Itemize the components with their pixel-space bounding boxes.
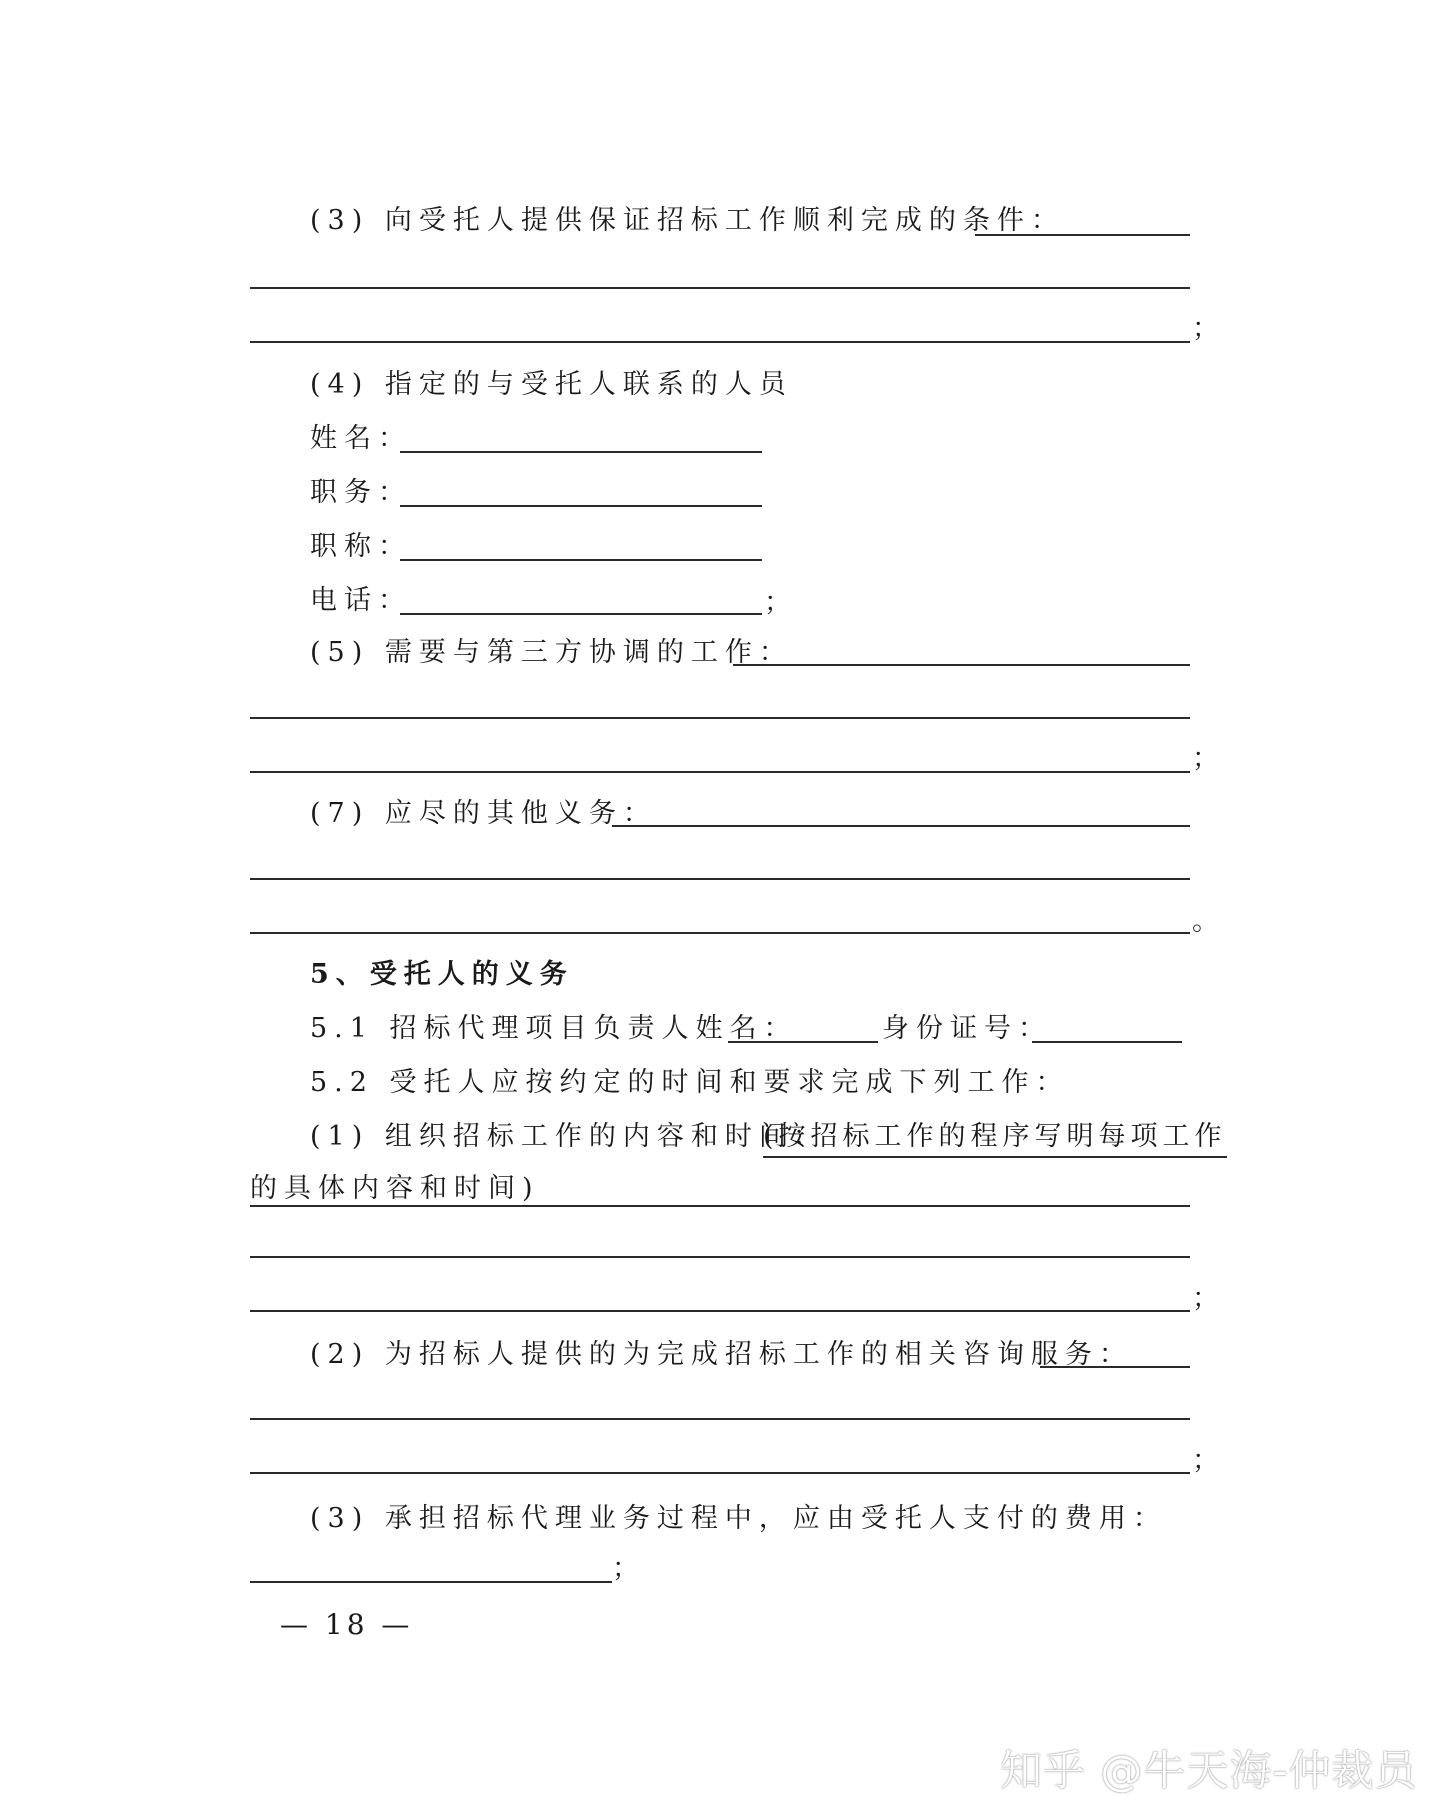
s52-item2-label: (2) 为招标人提供的为完成招标工作的相关咨询服务： [310,1339,1133,1370]
semicolon: ； [1192,1445,1219,1476]
item5-blank-1[interactable] [733,664,1190,666]
contact-phone-field[interactable] [400,613,762,615]
semicolon: ； [1192,1283,1219,1314]
item4-contact-label: (4) 指定的与受托人联系的人员 [310,369,793,400]
item5-blank-3[interactable] [250,771,1190,773]
item7-other-label: (7) 应尽的其他义务： [310,798,657,829]
s51-id-label: 身份证号： [882,1013,1052,1044]
s52-item1-blank-1[interactable] [250,1205,1190,1207]
s52-item1-hint-a: (按招标工作的程序写明每项工作 [763,1120,1227,1158]
s52-item1-blank-3[interactable] [250,1310,1190,1312]
contact-name-field[interactable] [400,451,762,453]
item3-blank-3[interactable] [250,341,1190,343]
item5-coordination-label: (5) 需要与第三方协调的工作： [310,637,793,668]
s52-item1-label: (1) 组织招标工作的内容和时间： [310,1121,827,1152]
s51-id-number-field[interactable] [1032,1041,1182,1043]
semicolon: ； [764,587,791,618]
s52-item1-blank-2[interactable] [250,1256,1190,1258]
contact-phone-label: 电话： [310,585,412,616]
s52-item3-label: (3) 承担招标代理业务过程中，应由受托人支付的费用： [310,1503,1167,1534]
s52-item2-blank-2[interactable] [250,1418,1190,1420]
contact-position-label: 职务： [310,477,412,508]
contact-position-field[interactable] [400,505,762,507]
contact-title-label: 职称： [310,531,412,562]
s52-item2-blank-1[interactable] [1040,1366,1190,1368]
period: 。 [1192,906,1219,937]
s51-manager-name-field[interactable] [728,1041,878,1043]
s52-item1-hint-b: 的具体内容和时间) [250,1173,540,1204]
contact-name-label: 姓名： [310,423,412,454]
semicolon: ； [612,1553,639,1584]
semicolon: ； [1192,313,1219,344]
page-number: — 18 — [280,1608,414,1641]
s52-text: 5.2 受托人应按约定的时间和要求完成下列工作： [310,1067,1070,1098]
section5-heading: 5、受托人的义务 [310,959,574,990]
s51-manager-label: 5.1 招标代理项目负责人姓名： [310,1013,798,1044]
semicolon: ； [1192,743,1219,774]
item3-blank-1[interactable] [975,234,1190,236]
watermark: 知乎 @牛天海-仲裁员 [1000,1746,1418,1795]
contact-title-field[interactable] [400,559,762,561]
item5-blank-2[interactable] [250,717,1190,719]
item7-blank-2[interactable] [250,878,1190,880]
item7-blank-3[interactable] [250,932,1190,934]
s52-item2-blank-3[interactable] [250,1472,1190,1474]
item3-blank-2[interactable] [250,287,1190,289]
item3-conditions-label: (3) 向受托人提供保证招标工作顺利完成的条件： [310,205,1065,236]
s52-item3-blank[interactable] [250,1581,612,1583]
item7-blank-1[interactable] [612,825,1190,827]
